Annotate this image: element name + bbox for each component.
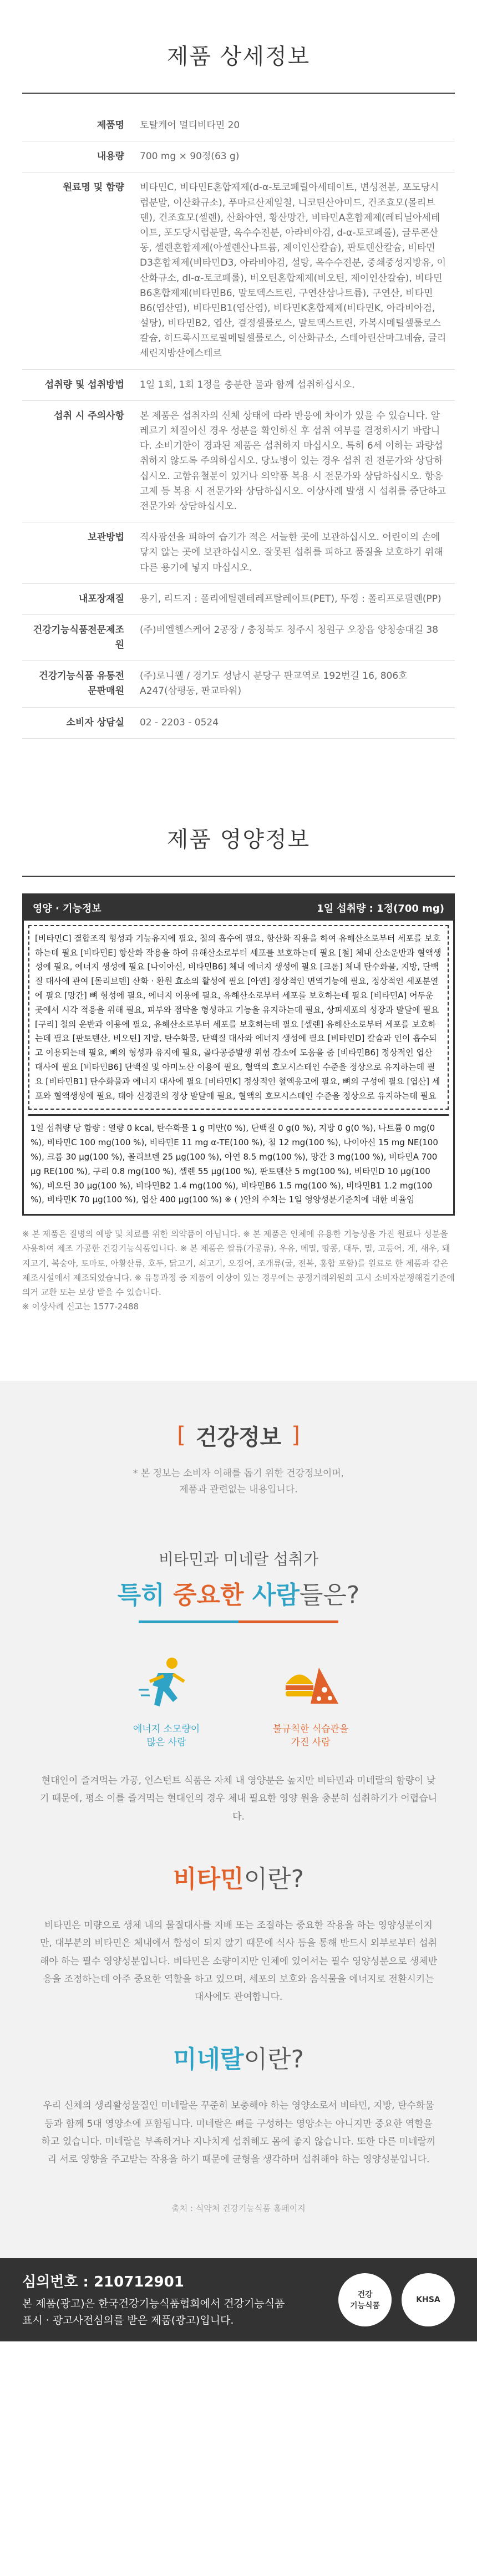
footer-text-block	[22, 2270, 285, 2329]
paragraph-intro: 현대인이 즐겨먹는 가공, 인스턴트 식품은 자체 내 영양분은 높지만 비타민과 미네랄의 함량이 낮기 때문에, 평소 이를 즐겨먹는 현대인의 경우 체내 필요한 영양 원을 충분히 섭취하기가 어렵습니다.	[39, 1775, 438, 1822]
product-detail-section	[0, 0, 477, 739]
detail-row-label: 소비자 상담실	[22, 707, 132, 738]
detail-row-value: 1일 1회, 1회 1정을 충분한 물과 함께 섭취하십시오.	[132, 369, 455, 400]
icon2-label-line2: 가진 사람	[291, 1737, 331, 1749]
detail-row-value: (주)로니웰 / 경기도 성남시 분당구 판교역로 192번길 16, 806호 A247(삼평동, 판교타워)	[132, 661, 455, 707]
detail-row-label: 내포장재질	[22, 583, 132, 614]
question-line2	[0, 1575, 477, 1610]
detail-title: 제품 상세정보	[0, 0, 477, 110]
bracket-right: ]	[291, 1422, 300, 1449]
khsa-logo-icon	[402, 2273, 455, 2326]
nutrition-header-right: 1일 섭취량 : 1정(700 mg)	[317, 902, 444, 914]
nutrition-title: 제품 영양정보	[0, 783, 477, 893]
detail-table	[22, 110, 455, 739]
mineral-heading	[0, 2039, 477, 2075]
detail-row-value: 직사광선을 피하여 습기가 적은 서늘한 곳에 보관하십시오. 어린이의 손에 닿지 않는 곳에 보관하십시오. 잘못된 섭취를 피하고 품질을 보호하기 위해 다른 용기에 넣지 마십시오.	[132, 522, 455, 584]
detail-row	[22, 400, 455, 522]
question-underline	[139, 1620, 338, 1623]
question-line1: 비타민과 미네랄 섭취가	[158, 1550, 319, 1569]
detail-row	[22, 522, 455, 584]
health-title: 건강정보	[195, 1424, 282, 1450]
detail-row-value: 토탈케어 멀티비타민 20	[132, 110, 455, 141]
detail-row-value: 용기, 리드지 : 폴리에틸렌테레프탈레이트(PET), 뚜껑 : 폴리프로필렌(PP)	[132, 583, 455, 614]
source-note: 출처 : 식약처 건강기능식품 홈페이지	[171, 2203, 306, 2213]
nutrition-functions: [비타민C] 결합조직 형성과 기능유지에 필요, 철의 흡수에 필요, 항산화 작용을 하여 유해산소로부터 세포를 보호하는데 필요 [비타민E] 항산화 작용을 하여 유해산소로부터 세포를 보호하는데 필요 [철] 체내 산소운반과 혈액생성에 필요, 에너지 생성에 필요 [나이아신, 비타민B6] 체내 에너지 생성에 필요 [크롬] 체내 탄수화물, 지방, 단백질 대사에 관여 [몰리브덴] 산화 · 환원 효소의 활성에 필요 [아연] 정상적인 면역기능에 필요, 정상적인 세포분열에 필요 [망간] 뼈 형성에 필요, 에너지 이용에 필요, 유해산소로부터 세포를 보호하는데 필요 [비타민A] 어두운 곳에서 시각 적응을 위해 필요, 피부와 점막을 형성하고 기능을 유지하는데 필요, 상피세포의 성장과 발달에 필요 [구리] 철의 운반과 이용에 필요, 유해산소로부터 세포를 보호하는데 필요 [셀렌] 유해산소로부터 세포를 보호하는데 필요 [판토텐산, 비오틴] 지방, 탄수화물, 단백질 대사와 에너지 생성에 필요 [비타민D] 칼슘과 인이 흡수되고 이용되는데 필요, 뼈의 형성과 유지에 필요, 골다공증발생 위험 감소에 도움을 줌 [비타민B6] 정상적인 엽산 대사에 필요 [비타민B6] 단백질 및 아미노산 이용에 필요, 혈액의 호모시스테인 수준을 정상으로 유지하는데 필요 [비타민B1] 탄수화물과 에너지 대사에 필요 [비타민K] 정상적인 혈액응고에 필요, 뼈의 구성에 필요 [엽산] 세포와 혈액생성에 필요, 태아 신경관의 정상 발달에 필요, 혈액의 호모시스테인 수준을 정상으로 유지하는데 필요	[28, 925, 449, 1110]
detail-row-label: 건강기능식품 유통전문판매원	[22, 661, 132, 707]
icon-card-energy	[111, 1651, 222, 1750]
icon2-label	[255, 1723, 366, 1750]
review-number: 심의번호 : 210712901	[22, 2273, 184, 2290]
health-section	[0, 1381, 477, 2258]
detail-row-label: 섭취량 및 섭취방법	[22, 369, 132, 400]
detail-row	[22, 141, 455, 172]
icon2-label-line1: 불규칙한 식습관을	[272, 1724, 349, 1735]
bracket-left: [	[177, 1422, 186, 1449]
nutrition-header	[24, 895, 453, 921]
detail-row	[22, 661, 455, 707]
detail-row-label: 보관방법	[22, 522, 132, 584]
review-footer	[0, 2258, 477, 2341]
footer-logos	[338, 2273, 455, 2326]
icon-card-diet	[255, 1651, 366, 1750]
detail-row-value: 700 mg × 90정(63 g)	[132, 141, 455, 172]
q2-a: 특히	[117, 1581, 174, 1610]
detail-row-label: 내용량	[22, 141, 132, 172]
icon1-label	[111, 1723, 222, 1750]
detail-row-value: 02 - 2203 - 0524	[132, 707, 455, 738]
q2-c: 사람	[243, 1581, 300, 1610]
nutrition-header-left: 영양 · 기능정보	[33, 902, 102, 914]
detail-row	[22, 172, 455, 369]
detail-row-label: 제품명	[22, 110, 132, 141]
footer-line1: 본 제품(광고)은 한국건강기능식품협회에서 건강기능식품	[22, 2297, 285, 2310]
paragraph-mineral: 우리 신체의 생리활성물질인 미네랄은 꾸준히 보충해야 하는 영양소로서 비타민, 지방, 탄수화물 등과 함께 5대 영양소에 포함됩니다. 미네랄은 뼈를 구성하는 영양소는 아니지만 중요한 역할을 하고 있습니다. 미네랄을 부족하거나 지나치게 섭취해도 몸에 좋지 않습니다. 또한 다른 미네랄끼리 서로 영향을 주고받는 작용을 하기 때문에 균형을 생각하며 섭취해야 하는 영양성분입니다.	[41, 2100, 436, 2166]
paragraph-vitamin: 비타민은 미량으로 생체 내의 물질대사를 지배 또는 조절하는 중요한 작용을 하는 영양성분이지만, 대부분의 비타민은 체내에서 합성이 되지 않기 때문에 식사 등을 통해 반드시 외부로부터 섭취해야 하는 필수 영양성분입니다. 비타민은 소량이지만 인체에 있어서는 필수 영양성분으로 생체반응을 조정하는데 아주 중요한 역할을 하고 있으며, 세포의 보호와 음식물을 에너지로 전환시키는 대사에도 관여합니다.	[39, 1919, 438, 2003]
health-sub-line2: 제품과 관련없는 내용입니다.	[179, 1483, 298, 1495]
vitamin-word: 비타민	[173, 1864, 244, 1893]
footer-line2: 표시 · 광고사전심의를 받은 제품(광고)입니다.	[22, 2314, 234, 2327]
icons-row	[0, 1651, 477, 1750]
fastfood-icon	[277, 1651, 344, 1718]
nutrition-section	[0, 783, 477, 1314]
health-sub-line1: * 본 정보는 소비자 이해를 돕기 위한 건강정보이며,	[133, 1467, 344, 1479]
logo1-line1: 건강	[357, 2290, 373, 2299]
detail-row	[22, 110, 455, 141]
detail-row-value: (주)비엘헬스케어 2공장 / 충청북도 청주시 청원구 오창읍 양청송대길 38	[132, 614, 455, 660]
detail-row-label: 원료명 및 함량	[22, 172, 132, 369]
runner-icon	[133, 1651, 200, 1718]
health-subtitle	[0, 1466, 477, 1498]
detail-row	[22, 583, 455, 614]
health-food-logo-icon	[338, 2273, 392, 2326]
detail-row-value: 비타민C, 비타민E혼합제제(d-α-토코페릴아세테이트, 변성전분, 포도당시럽분말, 이산화규소), 푸마르산제일철, 니코틴산아미드, 건조효모(몰리브덴), 건조효모(셀렌), 산화아연, 황산망간, 비타민A혼합제제(레티닐아세테이트, 포도당시럽분말, 옥수수전분, 아라비아검, d-α-토코페롤), 글루콘산동, 셀렌혼합제제(아셀렌산나트륨, 제이인산칼슘), 판토텐산칼슘, 비타민D3혼합제제(비타민D3, 아라비아검, 설탕, 옥수수전분, 중쇄중성지방유, 이산화규소, dl-α-토코페롤), 비오틴혼합제제(비오틴, 제이인산칼슘), 비타민B6혼합제제(비타민B6, 말토덱스트린, 구연산삼나트륨), 구연산, 비타민B6(염산염), 비타민B1(염산염), 비타민K혼합제제(비타민K, 아라비아검, 설탕), 비타민B2, 엽산, 결정셀룰로스, 말토덱스트린, 카복시메틸셀룰로스칼슘, 히드록시프로필메틸셀룰로스, 이산화규소, 스테아린산마그네슘, 글리세린지방산에스테르	[132, 172, 455, 369]
logo2-text: KHSA	[416, 2295, 440, 2304]
health-title-wrap	[177, 1420, 300, 1451]
icon1-label-line2: 많은 사람	[146, 1737, 186, 1749]
q2-b: 중요한	[173, 1581, 244, 1610]
vitamin-heading	[0, 1859, 477, 1894]
detail-row-value: 본 제품은 섭취자의 신체 상태에 따라 반응에 차이가 있을 수 있습니다. 알레르기 체질이신 경우 성분을 확인하신 후 섭취 여부를 결정하시기 바랍니다. 소비기한이 경과된 제품은 섭취하지 마십시오. 특히 6세 이하는 과량섭취하지 않도록 주의하십시오. 당뇨병이 있는 경우 섭취 전 전문가와 상담하십시오. 고함유철분이 있거나 의약품 복용 시 전문가와 상담하십시오. 항응고제 등 복용 시 전문가와 상담하십시오. 이상사례 발생 시 섭취를 중단하고 전문가와 상담하십시오.	[132, 400, 455, 522]
footer-text	[22, 2295, 285, 2329]
vitamin-suffix: 이란?	[243, 1864, 304, 1893]
mineral-suffix: 이란?	[243, 2045, 304, 2074]
nutrition-notes: ※ 본 제품은 질병의 예방 및 치료를 위한 의약품이 아닙니다. ※ 본 제품은 인체에 유용한 기능성을 가진 원료나 성분을 사용하여 제조 가공한 건강기능식품입니다. ※ 본 제품은 쌀류(가공류), 우유, 메밀, 땅콩, 대두, 밀, 고등어, 게, 새우, 돼지고기, 복숭아, 토마토, 아황산류, 호두, 닭고기, 쇠고기, 오징어, 조개류(굴, 전복, 홍합 포함)를 원료로 한 제품과 같은 제조시설에서 제조되었습니다. ※ 유통과정 중 제품에 이상이 있는 경우에는 공정거래위원회 고시 소비자분쟁해결기준에 의거 교환 또는 보상 받을 수 있습니다. ※ 이상사례 신고는 1577-2488	[22, 1229, 455, 1312]
detail-row	[22, 707, 455, 738]
detail-row	[22, 369, 455, 400]
logo1-line2: 기능식품	[349, 2301, 380, 2310]
icon1-label-line1: 에너지 소모량이	[133, 1724, 200, 1735]
detail-row-label: 건강기능식품전문제조원	[22, 614, 132, 660]
detail-row	[22, 614, 455, 660]
nutrition-amounts: 1일 섭취량 당 함량 : 열량 0 kcal, 탄수화물 1 g 미만(0 %), 단백질 0 g(0 %), 지방 0 g(0 %), 나트륨 0 mg(0 %), 비타민C 100 mg(100 %), 비타민E 11 mg α-TE(100 %), 철 12 mg(100 %), 나이아신 15 mg NE(100 %), 크롬 30 μg(100 %), 몰리브덴 25 μg(100 %), 아연 8.5 mg(100 %), 망간 3 mg(100 %), 비타민A 700 μg RE(100 %), 구리 0.8 mg(100 %), 셀렌 55 μg(100 %), 판토텐산 5 mg(100 %), 비타민D 10 μg(100 %), 비오틴 30 μg(100 %), 비타민B2 1.4 mg(100 %), 비타민B6 1.5 mg(100 %), 비타민B1 1.2 mg(100 %), 비타민K 70 μg(100 %), 엽산 400 μg(100 %) ※ ( )안의 수치는 1일 영양성분기준치에 대한 비율임	[28, 1114, 449, 1214]
q2-d: 들은?	[299, 1581, 360, 1610]
detail-row-label: 섭취 시 주의사항	[22, 400, 132, 522]
nutrition-box	[22, 893, 455, 1216]
mineral-word: 미네랄	[173, 2045, 244, 2074]
